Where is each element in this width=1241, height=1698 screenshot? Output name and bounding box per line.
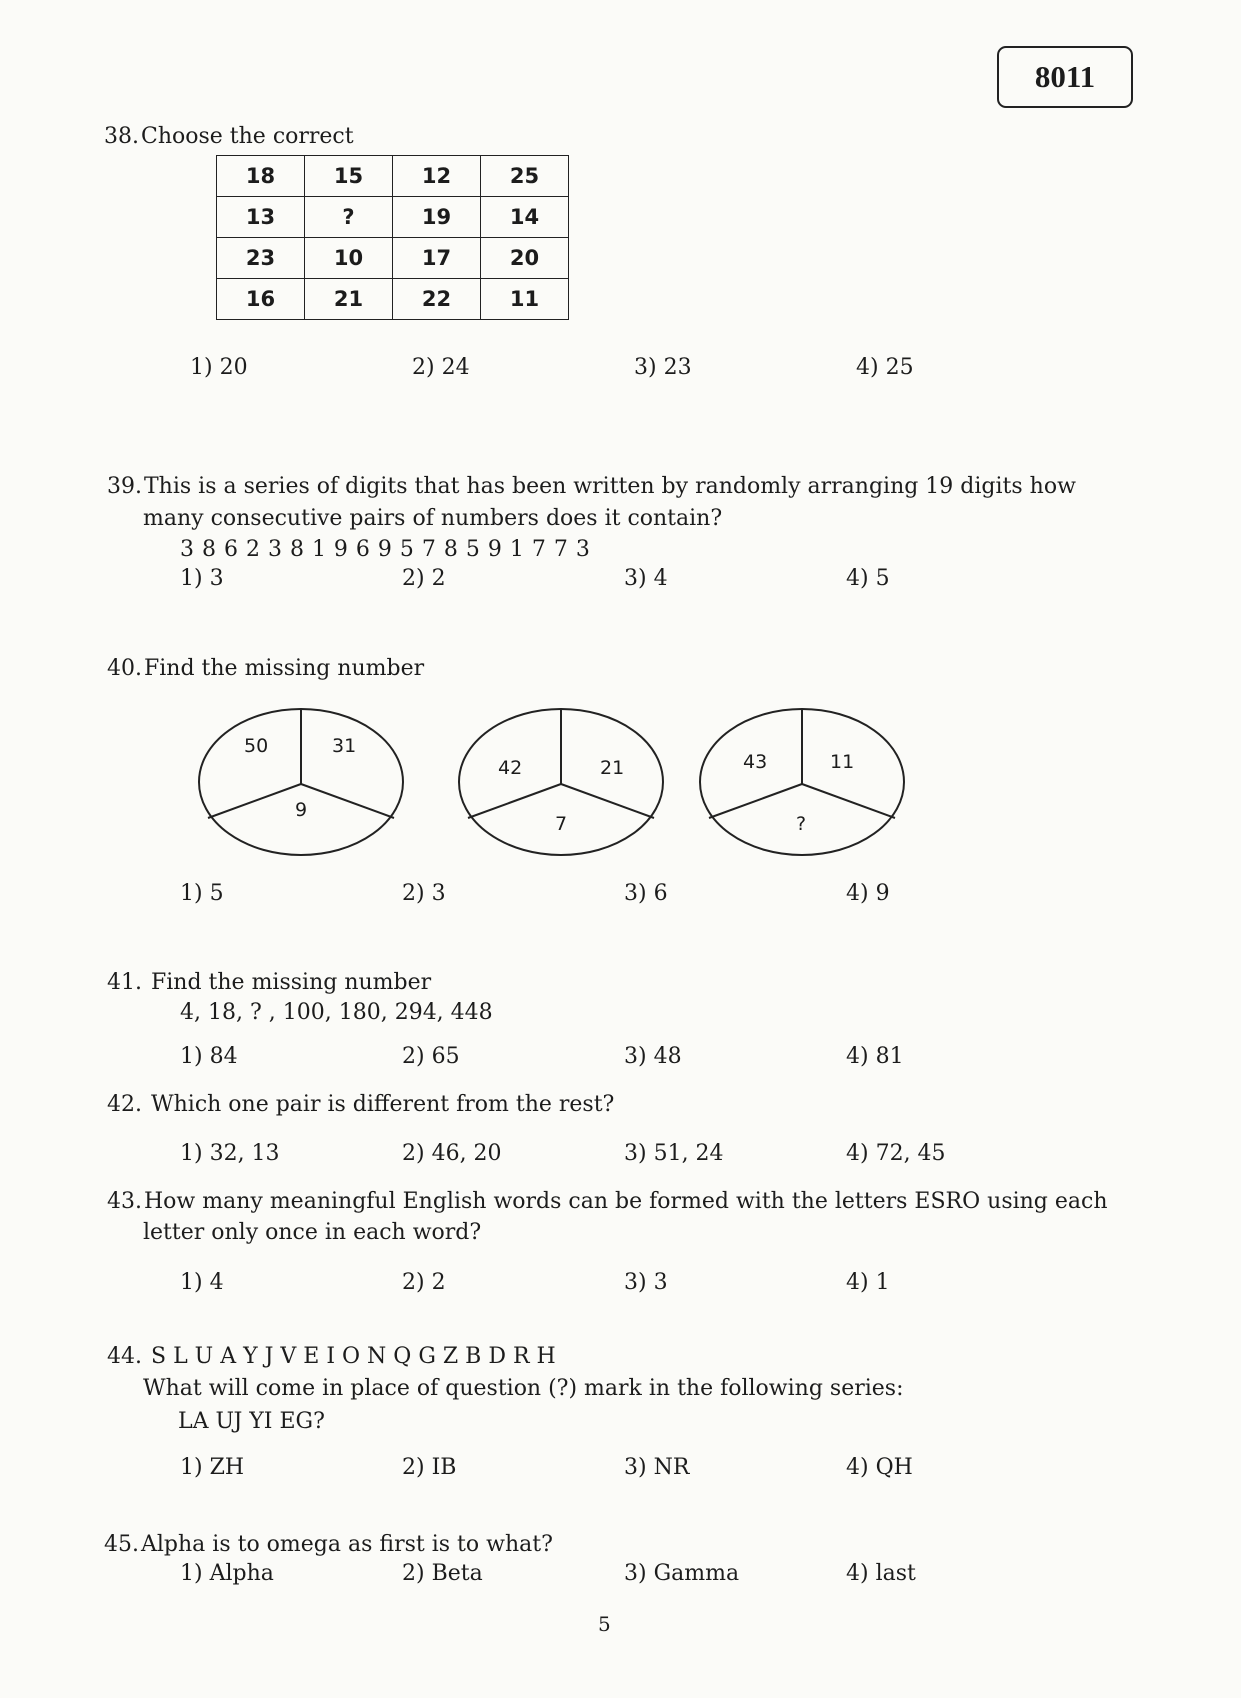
circle-value: 7 xyxy=(555,813,568,835)
options-39 xyxy=(180,562,1080,596)
paper-code: 8011 xyxy=(1034,59,1096,94)
grid-cell: 16 xyxy=(217,279,305,320)
grid-cell: 22 xyxy=(393,279,481,320)
circle-value: ? xyxy=(796,813,807,835)
grid-cell: ? xyxy=(305,197,393,238)
circle-value: 42 xyxy=(498,757,523,779)
number-grid xyxy=(216,155,569,320)
question-number: 38. xyxy=(104,124,139,149)
question-number: 40. xyxy=(107,656,142,681)
circle-value: 11 xyxy=(830,751,855,773)
options-45 xyxy=(180,1557,1080,1591)
paper-code-box xyxy=(997,46,1133,108)
option[interactable]: 3) 6 xyxy=(624,881,668,906)
grid-cell: 10 xyxy=(305,238,393,279)
options-43 xyxy=(180,1266,1080,1300)
option[interactable]: 1) 32, 13 xyxy=(180,1141,280,1166)
letter-pairs: LA UJ YI EG? xyxy=(178,1409,325,1434)
option[interactable]: 2) 3 xyxy=(402,881,446,906)
question-44 xyxy=(107,1340,556,1373)
option[interactable]: 2) 2 xyxy=(402,566,446,591)
option[interactable]: 4) last xyxy=(846,1561,916,1586)
option[interactable]: 1) 84 xyxy=(180,1044,238,1069)
option[interactable]: 3) 3 xyxy=(624,1270,668,1295)
grid-cell: 19 xyxy=(393,197,481,238)
options-44 xyxy=(180,1451,1080,1485)
circle-diagram-3 xyxy=(700,709,904,855)
option[interactable]: 4) 81 xyxy=(846,1044,904,1069)
options-41 xyxy=(180,1040,1080,1074)
question-text: Find the missing number xyxy=(144,656,425,681)
options-38 xyxy=(190,351,1090,385)
question-number: 42. xyxy=(107,1092,142,1117)
grid-row xyxy=(217,197,569,238)
grid-row xyxy=(217,279,569,320)
circle-value: 31 xyxy=(332,735,357,757)
page-number: 5 xyxy=(598,1612,611,1636)
circle-value: 9 xyxy=(295,799,308,821)
question-number: 43. xyxy=(107,1189,142,1214)
option[interactable]: 3) Gamma xyxy=(624,1561,740,1586)
grid-cell: 14 xyxy=(481,197,569,238)
option[interactable]: 1) 3 xyxy=(180,566,224,591)
circle-diagram-2 xyxy=(459,709,663,855)
option[interactable]: 4) 72, 45 xyxy=(846,1141,946,1166)
option[interactable]: 1) 4 xyxy=(180,1270,224,1295)
grid-cell: 18 xyxy=(217,156,305,197)
circle-value: 43 xyxy=(743,751,768,773)
option[interactable]: 3) 23 xyxy=(634,355,692,380)
question-43 xyxy=(107,1185,1108,1218)
option[interactable]: 1) 5 xyxy=(180,881,224,906)
question-text: Alpha is to omega as first is to what? xyxy=(141,1532,553,1557)
question-text: How many meaningful English words can be formed with the letters ESRO using each xyxy=(144,1189,1108,1214)
question-44-line2: What will come in place of question (?) mark in the following series: xyxy=(143,1376,904,1401)
option[interactable]: 4) 5 xyxy=(846,566,890,591)
question-43-line2: letter only once in each word? xyxy=(143,1220,482,1245)
option[interactable]: 2) Beta xyxy=(402,1561,483,1586)
circle-diagrams xyxy=(190,700,920,870)
question-number: 45. xyxy=(104,1532,139,1557)
options-40 xyxy=(180,877,1080,911)
question-38 xyxy=(104,120,354,153)
option[interactable]: 2) 2 xyxy=(402,1270,446,1295)
option[interactable]: 4) 9 xyxy=(846,881,890,906)
option[interactable]: 3) 48 xyxy=(624,1044,682,1069)
option[interactable]: 4) 25 xyxy=(856,355,914,380)
question-text: This is a series of digits that has been written by randomly arranging 19 digits how xyxy=(144,474,1076,499)
question-text: Which one pair is different from the rest? xyxy=(151,1092,615,1117)
option[interactable]: 3) 4 xyxy=(624,566,668,591)
question-text: Choose the correct xyxy=(141,124,354,149)
letter-series: S L U A Y J V E I O N Q G Z B D R H xyxy=(151,1344,556,1369)
circle-diagram-1 xyxy=(199,709,403,855)
option[interactable]: 1) 20 xyxy=(190,355,248,380)
option[interactable]: 2) IB xyxy=(402,1455,457,1480)
option[interactable]: 3) 51, 24 xyxy=(624,1141,724,1166)
option[interactable]: 1) Alpha xyxy=(180,1561,274,1586)
grid-cell: 13 xyxy=(217,197,305,238)
options-42 xyxy=(180,1137,1080,1171)
grid-cell: 21 xyxy=(305,279,393,320)
grid-cell: 12 xyxy=(393,156,481,197)
question-40 xyxy=(107,652,424,685)
option[interactable]: 2) 46, 20 xyxy=(402,1141,502,1166)
circle-value: 21 xyxy=(600,757,625,779)
option[interactable]: 1) ZH xyxy=(180,1455,245,1480)
option[interactable]: 3) NR xyxy=(624,1455,690,1480)
grid-cell: 25 xyxy=(481,156,569,197)
question-number: 44. xyxy=(107,1344,142,1369)
option[interactable]: 2) 65 xyxy=(402,1044,460,1069)
digit-series: 3 8 6 2 3 8 1 9 6 9 5 7 8 5 9 1 7 7 3 xyxy=(180,537,591,562)
question-42 xyxy=(107,1088,614,1121)
option[interactable]: 4) QH xyxy=(846,1455,913,1480)
question-39 xyxy=(107,470,1076,503)
circle-value: 50 xyxy=(244,735,269,757)
grid-cell: 11 xyxy=(481,279,569,320)
grid-cell: 23 xyxy=(217,238,305,279)
question-text: Find the missing number xyxy=(151,970,432,995)
grid-cell: 17 xyxy=(393,238,481,279)
question-number: 41. xyxy=(107,970,142,995)
option[interactable]: 4) 1 xyxy=(846,1270,890,1295)
number-series: 4, 18, ? , 100, 180, 294, 448 xyxy=(180,1000,493,1025)
question-39-line2: many consecutive pairs of numbers does it contain? xyxy=(143,506,723,531)
question-41 xyxy=(107,966,431,999)
option[interactable]: 2) 24 xyxy=(412,355,470,380)
grid-cell: 20 xyxy=(481,238,569,279)
question-number: 39. xyxy=(107,474,142,499)
grid-cell: 15 xyxy=(305,156,393,197)
grid-row xyxy=(217,238,569,279)
grid-row xyxy=(217,156,569,197)
